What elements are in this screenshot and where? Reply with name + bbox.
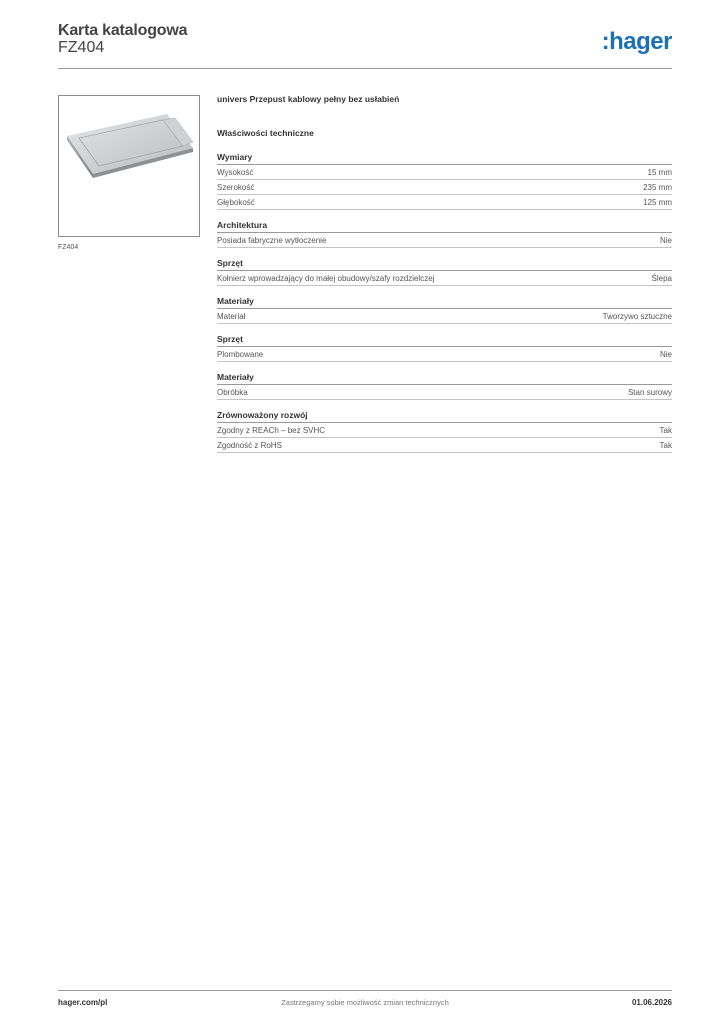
document-title: Karta katalogowa xyxy=(58,22,188,39)
spec-label: Kołnierz wprowadzający do małej obudowy/szafy rozdzielczej xyxy=(217,273,435,283)
footer-divider xyxy=(58,990,672,991)
spec-value: Tak xyxy=(659,440,672,450)
spec-group-title: Architektura xyxy=(217,220,672,233)
spec-group-materials-2 xyxy=(217,372,672,400)
spec-value: 15 mm xyxy=(647,167,672,177)
spec-group-title: Materiały xyxy=(217,296,672,309)
product-image-caption: FZ404 xyxy=(58,244,79,251)
spec-value: 125 mm xyxy=(643,197,672,207)
spec-group-architecture xyxy=(217,220,672,248)
spec-row xyxy=(217,309,672,324)
spec-value: 235 mm xyxy=(643,182,672,192)
spec-value: Stan surowy xyxy=(627,387,672,397)
spec-label: Materiał xyxy=(217,311,246,321)
spec-group-sustainability xyxy=(217,410,672,453)
spec-row xyxy=(217,347,672,362)
spec-value: Ślepa xyxy=(651,273,672,283)
spec-row xyxy=(217,165,672,180)
spec-label: Głębokość xyxy=(217,197,255,207)
spec-label: Wysokość xyxy=(217,167,254,177)
header-divider xyxy=(58,68,672,69)
spec-row xyxy=(217,271,672,286)
spec-value: Tworzywo sztuczne xyxy=(602,311,672,321)
spec-group-title: Sprzęt xyxy=(217,258,672,271)
technical-properties-heading: Właściwości techniczne xyxy=(217,128,314,138)
spec-label: Szerokość xyxy=(217,182,255,192)
spec-group-title: Materiały xyxy=(217,372,672,385)
spec-label: Obróbka xyxy=(217,387,248,397)
product-image-icon xyxy=(59,96,199,236)
spec-group-hardware-2 xyxy=(217,334,672,362)
spec-label: Plombowane xyxy=(217,349,264,359)
product-image-frame xyxy=(58,95,200,237)
spec-value: Nie xyxy=(659,235,672,245)
hager-logo-text: :hager xyxy=(601,28,672,55)
spec-row xyxy=(217,423,672,438)
spec-group-materials xyxy=(217,296,672,324)
footer-website-link[interactable]: hager.com/pl xyxy=(58,998,108,1007)
spec-row xyxy=(217,438,672,453)
hager-logo xyxy=(592,28,672,56)
page-header xyxy=(58,20,672,70)
spec-row xyxy=(217,180,672,195)
spec-group-hardware xyxy=(217,258,672,286)
spec-value: Tak xyxy=(659,425,672,435)
page-footer xyxy=(58,998,672,1010)
spec-group-title: Zrównoważony rozwój xyxy=(217,410,672,423)
spec-group-title: Sprzęt xyxy=(217,334,672,347)
spec-value: Nie xyxy=(659,349,672,359)
footer-disclaimer: Zastrzegamy sobie możliwość zmian technicznych xyxy=(281,998,449,1007)
spec-row xyxy=(217,233,672,248)
spec-label: Zgodność z RoHS xyxy=(217,440,282,450)
spec-content xyxy=(217,94,672,453)
spec-group-title: Wymiary xyxy=(217,152,672,165)
document-subtitle: FZ404 xyxy=(58,39,105,56)
spec-group-dimensions xyxy=(217,152,672,210)
spec-row xyxy=(217,195,672,210)
spec-label: Zgodny z REACh – bez SVHC xyxy=(217,425,326,435)
spec-label: Posiada fabryczne wytłoczenie xyxy=(217,235,327,245)
footer-date: 01.06.2026 xyxy=(631,998,672,1007)
product-name: univers Przepust kablowy pełny bez usłabień xyxy=(217,94,400,104)
spec-row xyxy=(217,385,672,400)
